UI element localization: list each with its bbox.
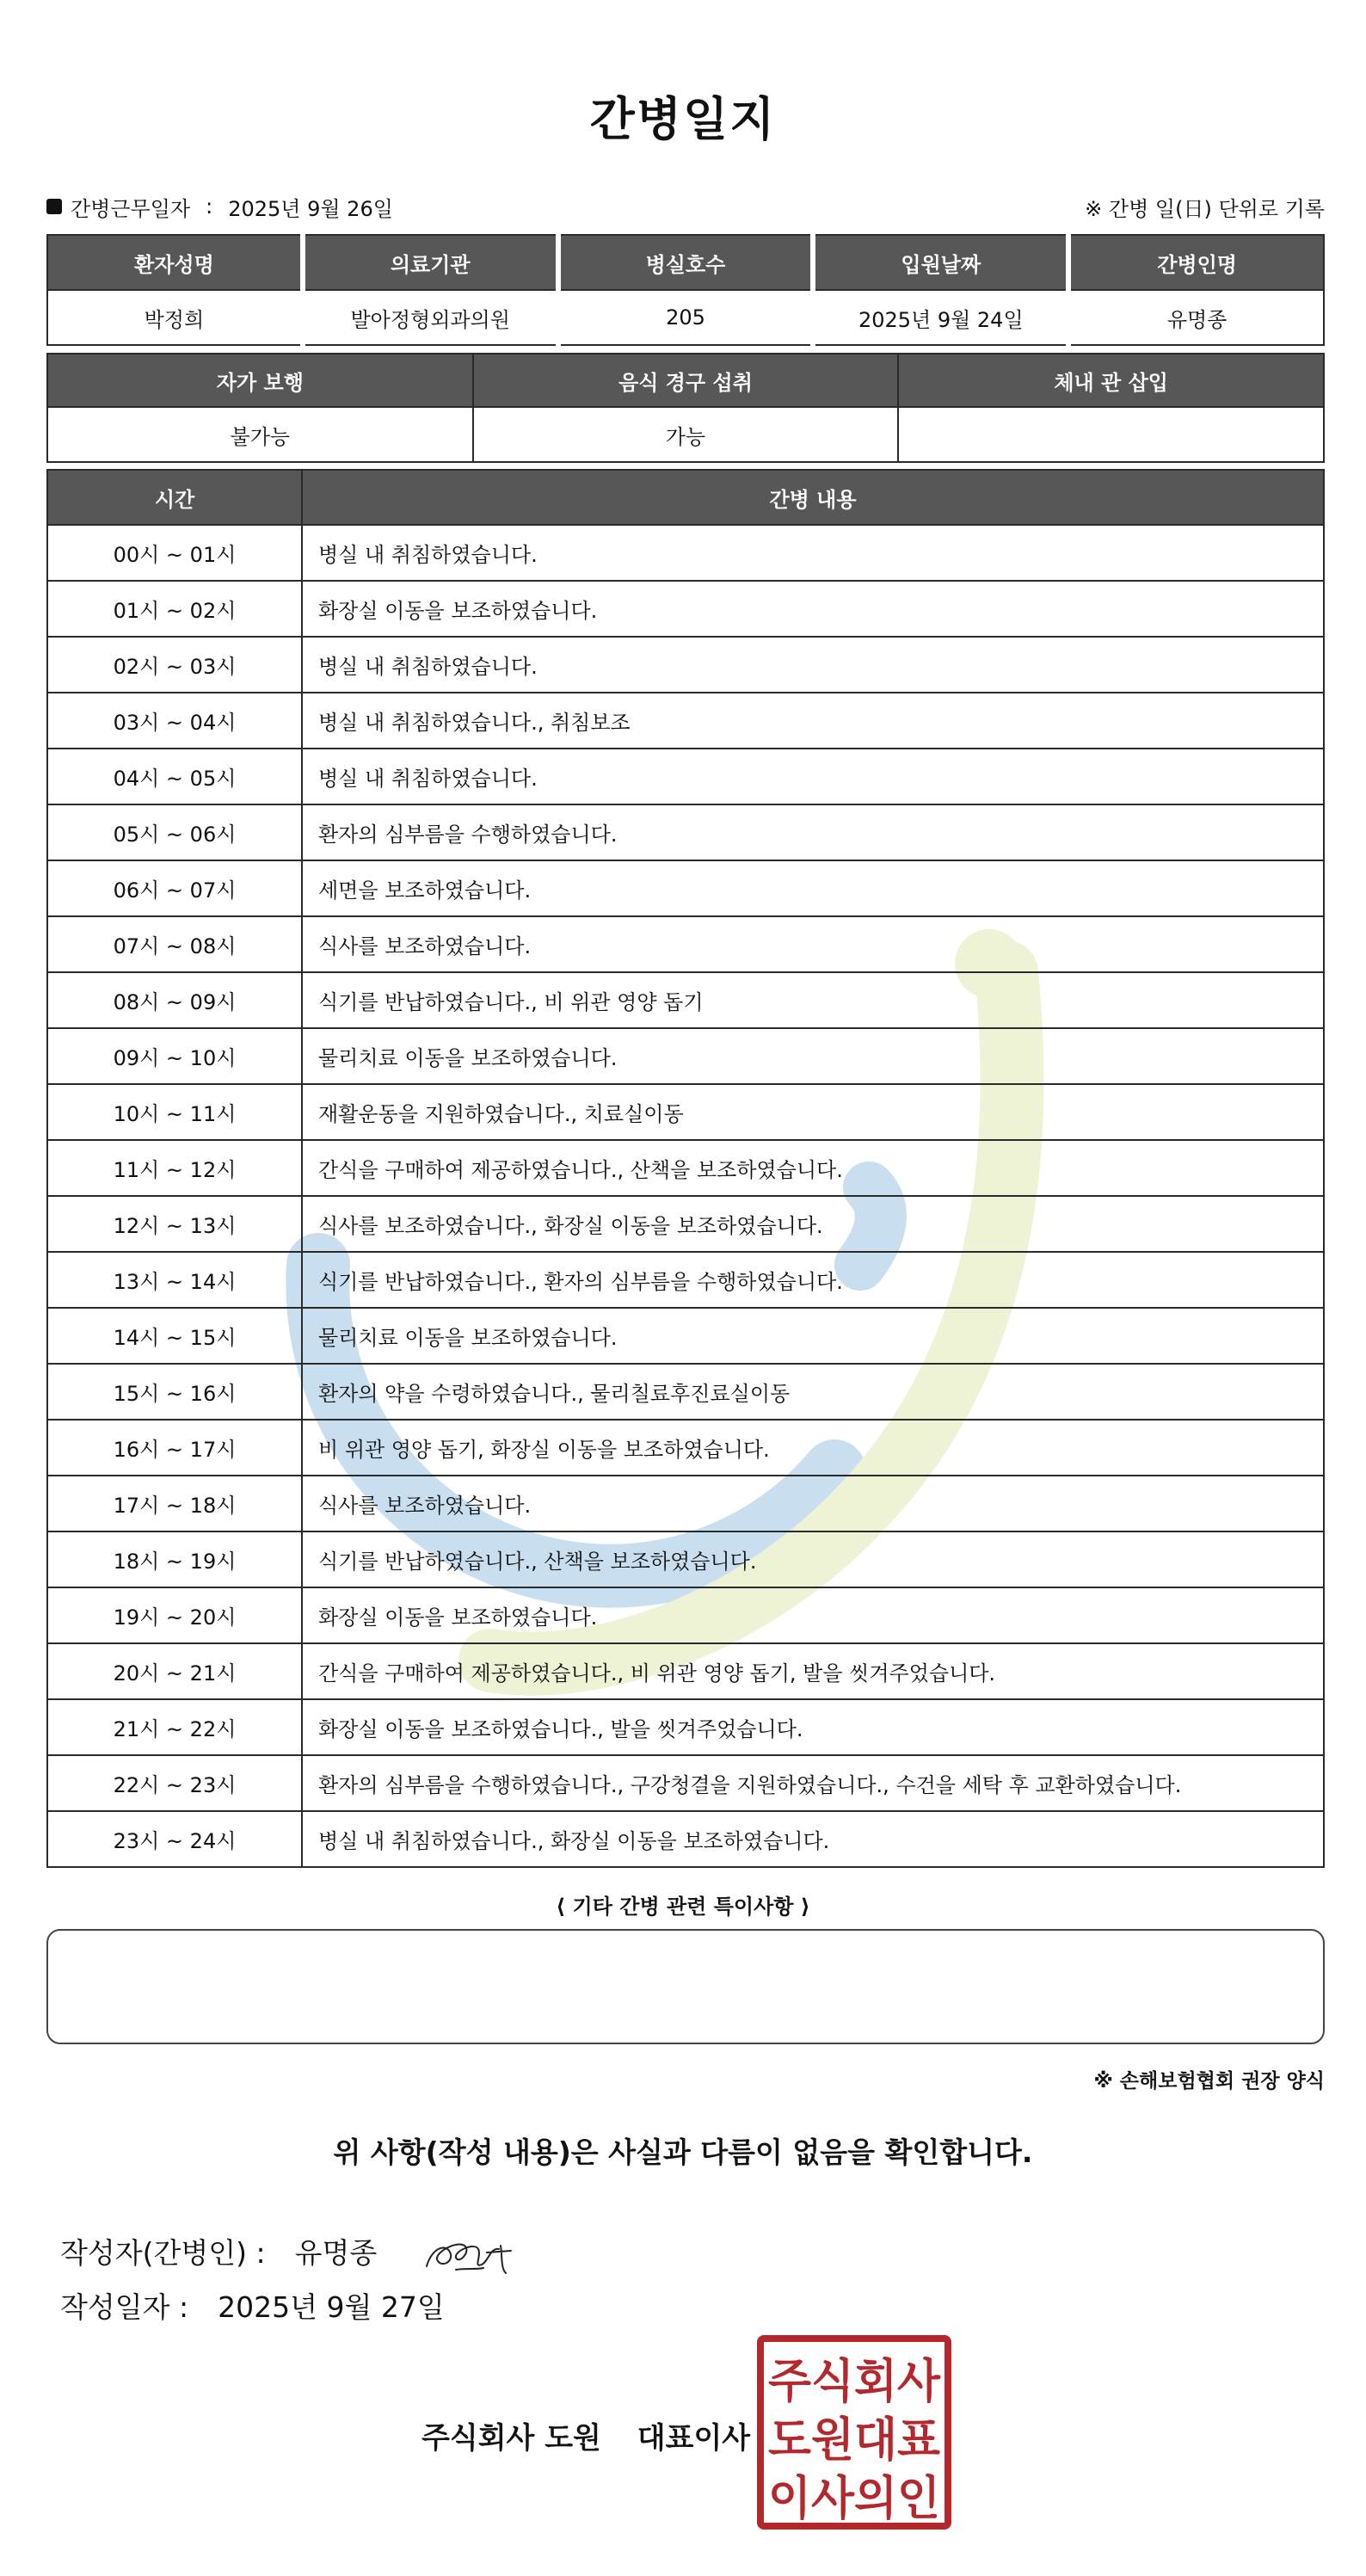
care-log-time: 05시 ~ 06시 <box>47 804 302 860</box>
header-time: 시간 <box>47 470 302 525</box>
notes-box <box>46 1929 1325 2044</box>
work-date <box>46 192 393 222</box>
care-log-time: 15시 ~ 16시 <box>47 1364 302 1420</box>
header-tube-insertion: 체내 관 삽입 <box>898 354 1324 407</box>
care-log-time: 18시 ~ 19시 <box>47 1531 302 1587</box>
care-log-content: 식기를 반납하였습니다., 산책을 보조하였습니다. <box>302 1531 1324 1587</box>
care-log-time: 06시 ~ 07시 <box>47 860 302 916</box>
care-log-content: 재활운동을 지원하였습니다., 치료실이동 <box>302 1084 1324 1140</box>
patient-name: 박정희 <box>47 290 303 345</box>
care-log-row <box>47 860 1324 916</box>
care-log-header-row <box>47 470 1324 525</box>
care-log-row <box>47 1531 1324 1587</box>
company-title: 대표이사 <box>637 2421 751 2456</box>
room-number: 205 <box>558 290 814 345</box>
seal-line-2: 도원대표 <box>768 2413 940 2467</box>
header-admission-date: 입원날짜 <box>813 235 1068 290</box>
confirmation-statement: 위 사항(작성 내용)은 사실과 다름이 없음을 확인합니다. <box>333 2135 1033 2169</box>
care-log-row <box>47 1755 1324 1811</box>
header-caregiver-name: 간병인명 <box>1068 235 1324 290</box>
tube-insertion-value <box>898 407 1324 462</box>
care-log-content: 병실 내 취침하였습니다., 화장실 이동을 보조하였습니다. <box>302 1811 1324 1867</box>
institution: 발아정형외과의원 <box>303 290 558 345</box>
writer-row <box>60 2223 516 2278</box>
care-log-row <box>47 1252 1324 1308</box>
care-log-time: 04시 ~ 05시 <box>47 749 302 804</box>
written-date-value: 2025년 9월 27일 <box>218 2290 445 2324</box>
care-log-row <box>47 1364 1324 1420</box>
company-line <box>421 2414 750 2456</box>
care-log-content: 화장실 이동을 보조하였습니다., 발을 씻겨주었습니다. <box>302 1699 1324 1755</box>
self-walking-value: 불가능 <box>47 407 473 462</box>
admission-date: 2025년 9월 24일 <box>813 290 1068 345</box>
care-log-time: 09시 ~ 10시 <box>47 1028 302 1084</box>
care-log-content: 환자의 약을 수령하였습니다., 물리칠료후진료실이동 <box>302 1364 1324 1420</box>
care-log-content: 환자의 심부름을 수행하였습니다. <box>302 804 1324 860</box>
care-log-time: 13시 ~ 14시 <box>47 1252 302 1308</box>
care-log-time: 14시 ~ 15시 <box>47 1308 302 1364</box>
care-log-row <box>47 1587 1324 1643</box>
care-log-row <box>47 637 1324 693</box>
care-log-content: 환자의 심부름을 수행하였습니다., 구강청결을 지원하였습니다., 수건을 세탁 후 교환하였습니다. <box>302 1755 1324 1811</box>
care-log-row <box>47 1140 1324 1196</box>
written-date-row <box>60 2285 445 2326</box>
header-oral-intake: 음식 경구 섭취 <box>473 354 899 407</box>
care-log-time: 03시 ~ 04시 <box>47 693 302 749</box>
seal-line-3: 이사의인 <box>768 2471 940 2525</box>
meta-row <box>46 191 1325 222</box>
care-log-time: 20시 ~ 21시 <box>47 1643 302 1699</box>
care-log-content: 비 위관 영양 돕기, 화장실 이동을 보조하였습니다. <box>302 1420 1324 1476</box>
care-log-time: 19시 ~ 20시 <box>47 1587 302 1643</box>
care-log-content: 식사를 보조하였습니다., 화장실 이동을 보조하였습니다. <box>302 1196 1324 1252</box>
written-date-label: 작성일자 : <box>60 2290 189 2324</box>
care-log-row <box>47 916 1324 972</box>
care-log-content: 식기를 반납하였습니다., 환자의 심부름을 수행하였습니다. <box>302 1252 1324 1308</box>
header-institution: 의료기관 <box>303 235 558 290</box>
care-log-time: 11시 ~ 12시 <box>47 1140 302 1196</box>
patient-status-table <box>46 353 1325 463</box>
seal-line-1: 주식회사 <box>768 2354 941 2408</box>
care-log-time: 10시 ~ 11시 <box>47 1084 302 1140</box>
care-log-content: 물리치료 이동을 보조하였습니다. <box>302 1028 1324 1084</box>
care-log-row <box>47 693 1324 749</box>
care-log-time: 07시 ~ 08시 <box>47 916 302 972</box>
company-seal <box>757 2335 951 2530</box>
care-log-row <box>47 1476 1324 1531</box>
care-log-row <box>47 1699 1324 1755</box>
status-header-row <box>47 354 1324 407</box>
care-log-row <box>47 749 1324 804</box>
care-log-content: 세면을 보조하였습니다. <box>302 860 1324 916</box>
care-log-time: 08시 ~ 09시 <box>47 972 302 1028</box>
recommended-form-note: ※ 손해보험협회 권장 양식 <box>1093 2070 1325 2092</box>
care-log-time: 17시 ~ 18시 <box>47 1476 302 1531</box>
care-log-time: 16시 ~ 17시 <box>47 1420 302 1476</box>
care-log-row <box>47 804 1324 860</box>
header-room-number: 병실호수 <box>558 235 814 290</box>
care-log-content: 간식을 구매하여 제공하였습니다., 산책을 보조하였습니다. <box>302 1140 1324 1196</box>
patient-info-table <box>46 234 1325 346</box>
care-log-content: 식기를 반납하였습니다., 비 위관 영양 돕기 <box>302 972 1324 1028</box>
care-log-time: 12시 ~ 13시 <box>47 1196 302 1252</box>
care-log-content: 화장실 이동을 보조하였습니다. <box>302 1587 1324 1643</box>
header-self-walking: 자가 보행 <box>47 354 473 407</box>
care-log-content: 병실 내 취침하였습니다. <box>302 637 1324 693</box>
care-log-content: 화장실 이동을 보조하였습니다. <box>302 581 1324 637</box>
caregiver-name: 유명종 <box>1068 290 1324 345</box>
page-title: 간병일지 <box>589 92 777 146</box>
care-log-row <box>47 1420 1324 1476</box>
care-log-time: 21시 ~ 22시 <box>47 1699 302 1755</box>
writer-label: 작성자(간병인) : <box>60 2235 266 2270</box>
care-log-content: 물리치료 이동을 보조하였습니다. <box>302 1308 1324 1364</box>
care-log-row <box>47 581 1324 637</box>
care-log-row <box>47 1643 1324 1699</box>
care-log-content: 병실 내 취침하였습니다. <box>302 749 1324 804</box>
square-bullet-icon <box>46 199 62 214</box>
work-date-separator: : <box>206 194 213 219</box>
header-patient-name: 환자성명 <box>47 235 303 290</box>
care-log-content: 식사를 보조하였습니다. <box>302 1476 1324 1531</box>
work-date-label: 간병근무일자 <box>71 196 191 221</box>
care-log-content: 간식을 구매하여 제공하였습니다., 비 위관 영양 돕기, 발을 씻겨주었습니다. <box>302 1643 1324 1699</box>
company-name: 주식회사 도원 <box>421 2421 601 2456</box>
care-log-time: 00시 ~ 01시 <box>47 525 302 581</box>
header-care-content: 간병 내용 <box>302 470 1324 525</box>
notes-title: ⟨ 기타 간병 관련 특이사항 ⟩ <box>556 1895 810 1919</box>
care-log-time: 01시 ~ 02시 <box>47 581 302 637</box>
care-log-row <box>47 1308 1324 1364</box>
care-log-time: 22시 ~ 23시 <box>47 1755 302 1811</box>
care-log-content: 식사를 보조하였습니다. <box>302 916 1324 972</box>
unit-note: ※ 간병 일(日) 단위로 기록 <box>1085 196 1325 221</box>
status-value-row <box>47 407 1324 462</box>
oral-intake-value: 가능 <box>473 407 899 462</box>
care-log-row <box>47 1028 1324 1084</box>
care-log-content: 병실 내 취침하였습니다., 취침보조 <box>302 693 1324 749</box>
care-log-time: 02시 ~ 03시 <box>47 637 302 693</box>
care-log-table <box>46 469 1325 1868</box>
care-log-time: 23시 ~ 24시 <box>47 1811 302 1867</box>
care-log-row <box>47 525 1324 581</box>
handwritten-signature <box>421 2230 516 2278</box>
patient-info-header-row <box>47 235 1324 290</box>
care-log-row <box>47 1084 1324 1140</box>
work-date-value: 2025년 9월 26일 <box>228 196 393 221</box>
writer-name: 유명종 <box>294 2235 378 2270</box>
care-log-row <box>47 1196 1324 1252</box>
care-log-content: 병실 내 취침하였습니다. <box>302 525 1324 581</box>
care-log-row <box>47 972 1324 1028</box>
patient-info-value-row <box>47 290 1324 345</box>
care-log-row <box>47 1811 1324 1867</box>
